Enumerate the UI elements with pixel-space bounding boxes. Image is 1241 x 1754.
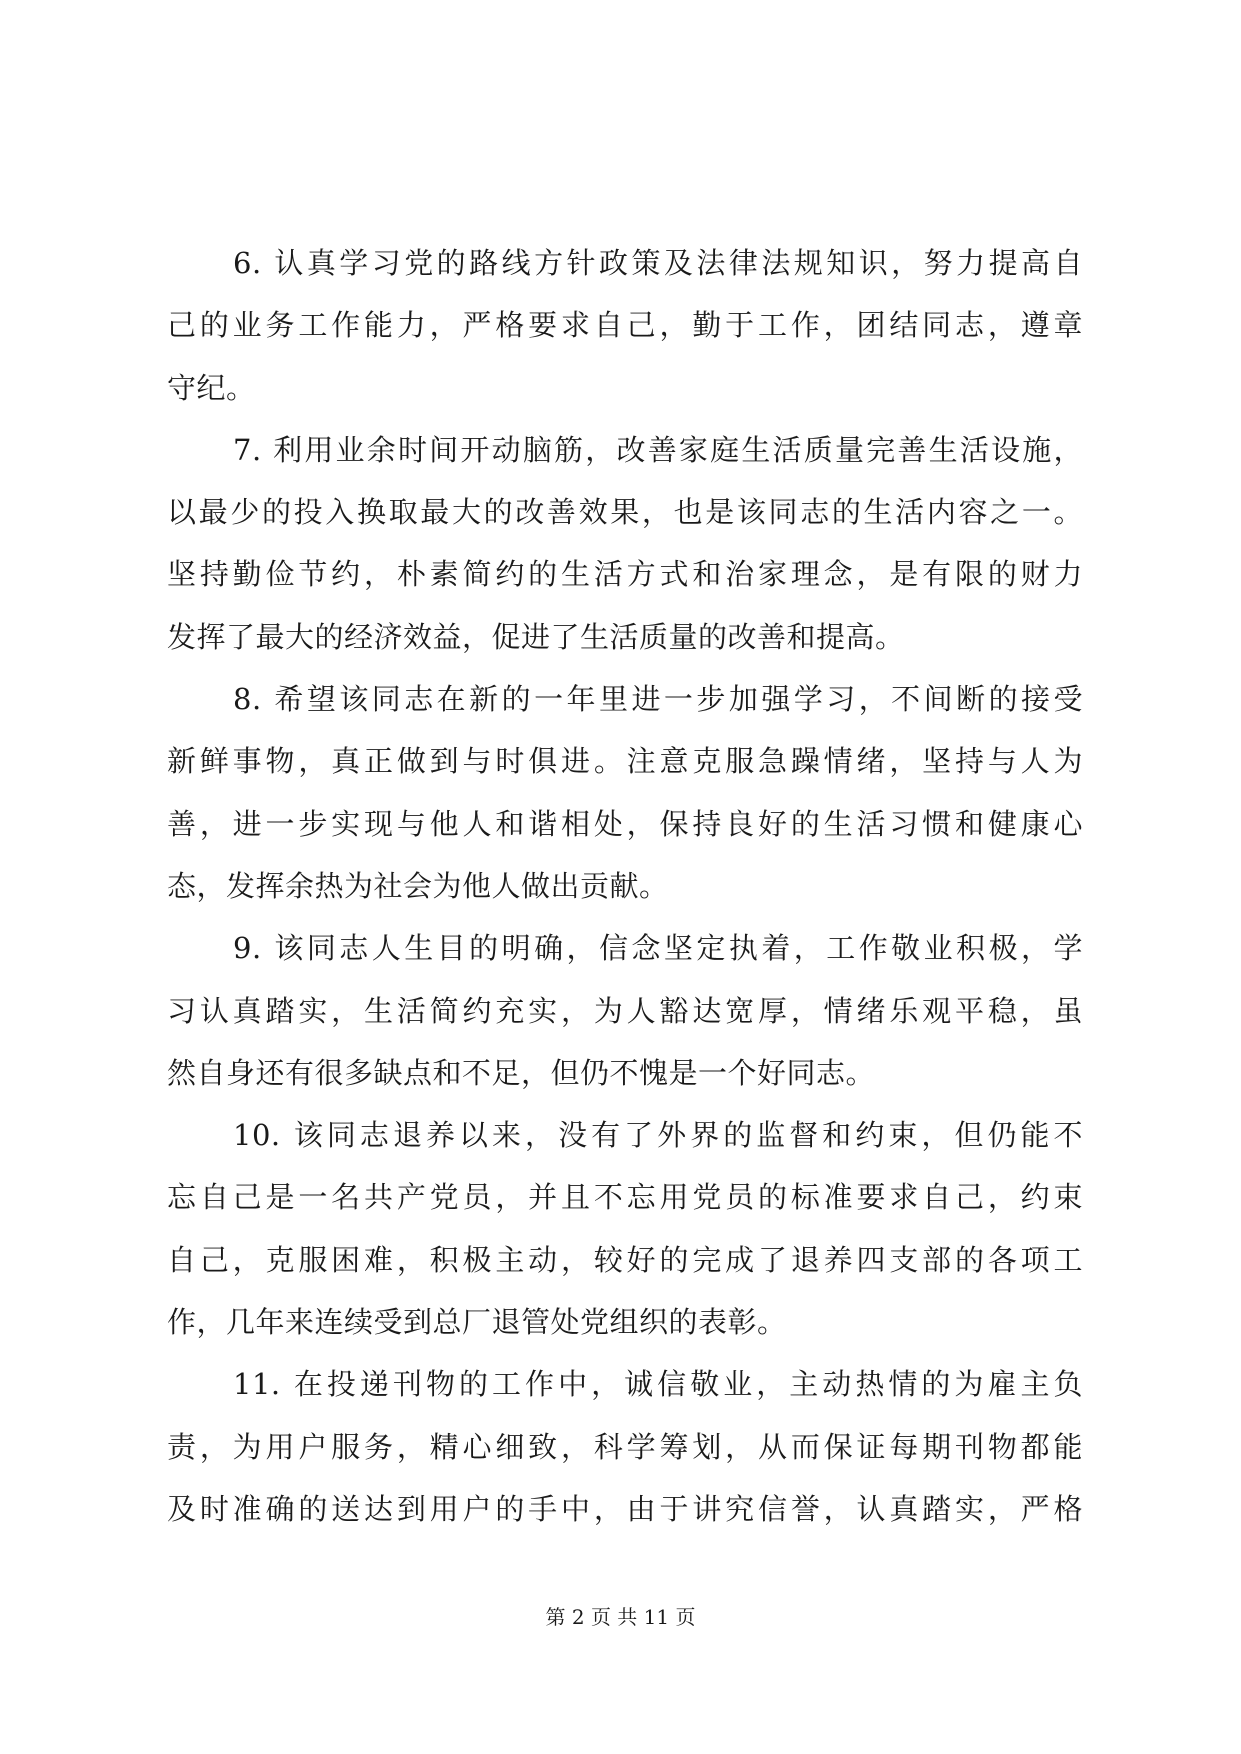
text-line: 坚持勤俭节约，朴素简约的生活方式和治家理念，是有限的财力 (167, 557, 1083, 592)
text-line: 9. 该同志人生目的明确，信念坚定执着，工作敬业积极，学 (233, 931, 1083, 966)
text-line: 态，发挥余热为社会为他人做出贡献。 (167, 868, 669, 903)
paragraph-6 (167, 232, 1083, 419)
text-line: 作，几年来连续受到总厂退管处党组织的表彰。 (167, 1305, 787, 1340)
text-line: 责，为用户服务，精心细致，科学筹划，从而保证每期刊物都能 (167, 1429, 1083, 1464)
text-line: 忘自己是一名共产党员，并且不忘用党员的标准要求自己，约束 (167, 1180, 1083, 1215)
text-line: 新鲜事物，真正做到与时俱进。注意克服急躁情绪，坚持与人为 (167, 744, 1083, 779)
text-line: 11. 在投递刊物的工作中，诚信敬业，主动热情的为雇主负 (233, 1367, 1083, 1402)
text-line: 习认真踏实，生活简约充实，为人豁达宽厚，情绪乐观平稳，虽 (167, 993, 1083, 1028)
paragraph-7 (167, 419, 1083, 668)
text-line: 发挥了最大的经济效益，促进了生活质量的改善和提高。 (167, 619, 905, 654)
paragraph-10 (167, 1104, 1083, 1353)
text-line: 然自身还有很多缺点和不足，但仍不愧是一个好同志。 (167, 1055, 876, 1090)
paragraph-11 (167, 1353, 1083, 1540)
text-line: 6. 认真学习党的路线方针政策及法律法规知识，努力提高自 (233, 246, 1083, 280)
text-line: 7. 利用业余时间开动脑筋，改善家庭生活质量完善生活设施， (233, 432, 1083, 467)
text-line: 及时准确的送达到用户的手中，由于讲究信誉，认真踏实，严格 (167, 1491, 1083, 1526)
text-line: 以最少的投入换取最大的改善效果，也是该同志的生活内容之一。 (167, 495, 1083, 530)
text-line: 自己，克服困难，积极主动，较好的完成了退养四支部的各项工 (167, 1242, 1083, 1277)
text-line: 10. 该同志退养以来，没有了外界的监督和约束，但仍能不 (233, 1118, 1083, 1153)
page-number-footer: 第 2 页 共 11 页 (545, 1605, 696, 1629)
paragraph-9 (167, 917, 1083, 1104)
document-body (167, 232, 1083, 1540)
text-line: 己的业务工作能力，严格要求自己，勤于工作，团结同志，遵章 (167, 308, 1083, 343)
text-line: 8. 希望该同志在新的一年里进一步加强学习，不间断的接受 (233, 682, 1083, 717)
text-line: 善，进一步实现与他人和谐相处，保持良好的生活习惯和健康心 (167, 806, 1083, 841)
text-line: 守纪。 (167, 370, 256, 405)
paragraph-8 (167, 668, 1083, 917)
